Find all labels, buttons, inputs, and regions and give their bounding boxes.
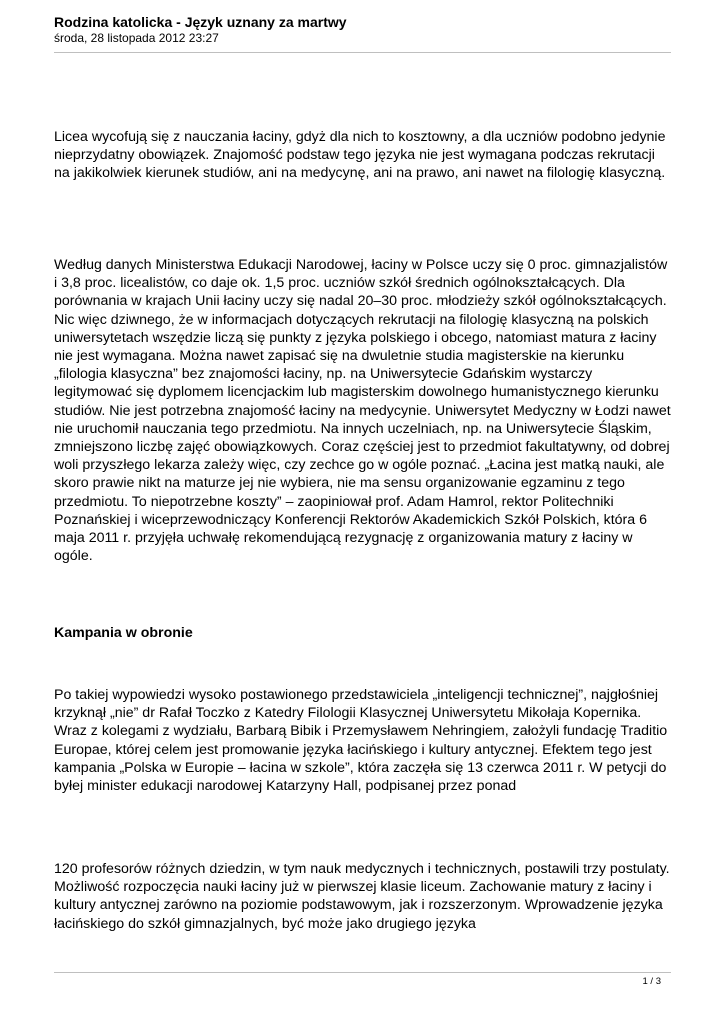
header-divider xyxy=(54,52,671,53)
document-title: Rodzina katolicka - Język uznany za martwy xyxy=(54,14,347,30)
paragraph-postulates: 120 profesorów różnych dziedzin, w tym nauk medycznych i technicznych, postawili trzy postulaty. Możliwość rozpoczęcia nauki łaciny już w pierwszej klasie liceum. Zachowanie matury z łaciny i kultury antycznej zarówno na poziomie podstawowym, jak i rozszerzonym. Wprowadzenie języka łacińskiego do szkół gimnazjalnych, być może jako drugiego języka xyxy=(54,861,670,932)
document-header xyxy=(54,14,347,46)
paragraph-statistics: Według danych Ministerstwa Edukacji Narodowej, łaciny w Polsce uczy się 0 proc. gimnazjalistów i 3,8 proc. licealistów, co daje ok. 1,5 proc. uczniów szkół średnich ogólnokształcących. Dla porównania w krajach Unii łaciny uczy się nadal 20–30 proc. młodzieży szkół ogólnokształcących. Nic więc dziwnego, że w informacjach dotyczących rekrutacji na filologię klasyczną na polskich uniwersytetach wszędzie liczą się punkty z języka polskiego i obcego, natomiast matura z łaciny nie jest wymagana. Można nawet zapisać się na dwuletnie studia magisterskie na kierunku „filologia klasyczna” bez znajomości łaciny, np. na Uniwersytecie Gdańskim wystarczy legitymować się dyplomem licencjackim lub magisterskim dowolnego humanistycznego kierunku studiów. Nie jest potrzebna znajomość łaciny na medycynie. Uniwersytet Medyczny w Łodzi nawet nie uruchomił nauczania tego przedmiotu. Na innych uczelniach, np. na Uniwersytecie Śląskim, zmniejszono liczbę zajęć obowiązkowych. Coraz częściej jest to przedmiot fakultatywny, od dobrej woli przyszłego lekarza zależy więc, czy zechce go w ogóle poznać. „Łacina jest matką nauki, ale skoro prawie nikt na maturze jej nie wybiera, nie ma sensu organizowanie egzaminu z tego przedmiotu. To niepotrzebne koszty” – zaopiniował prof. Adam Hamrol, rektor Politechniki Poznańskiej i wiceprzewodniczący Konferencji Rektorów Akademickich Szkół Polskich, która 6 maja 2011 r. przyjęła uchwałę rekomendującą rezygnację z organizowania matury z łaciny w ogóle. xyxy=(54,257,671,565)
footer-divider xyxy=(54,972,671,973)
paragraph-campaign: Po takiej wypowiedzi wysoko postawionego przedstawiciela „inteligencji technicznej”, najgłośniej krzyknął „nie” dr Rafał Toczko z Katedry Filologii Klasycznej Uniwersytetu Mikołaja Kopernika. Wraz z kolegami z wydziału, Barbarą Bibik i Przemysławem Nehringiem, założyli fundację Traditio Europae, której celem jest promowanie języka łacińskiego i kultury antycznej. Efektem tego jest kampania „Polska w Europie – łacina w szkole”, która zaczęła się 13 czerwca 2011 r. W petycji do byłej minister edukacji narodowej Katarzyny Hall, podpisanej przez ponad xyxy=(54,687,668,795)
page-number: 1 / 3 xyxy=(642,976,661,987)
section-heading: Kampania w obronie xyxy=(54,625,193,641)
document-date: środa, 28 listopada 2012 23:27 xyxy=(54,31,219,45)
paragraph-intro: Licea wycofują się z nauczania łaciny, gdyż dla nich to kosztowny, a dla uczniów podobno jedynie nieprzydatny obowiązek. Znajomość podstaw tego języka nie jest wymagana podczas rekrutacji na jakikolwiek kierunek studiów, ani na medycynę, ani na prawo, ani nawet na filologię klasyczną. xyxy=(54,129,666,182)
